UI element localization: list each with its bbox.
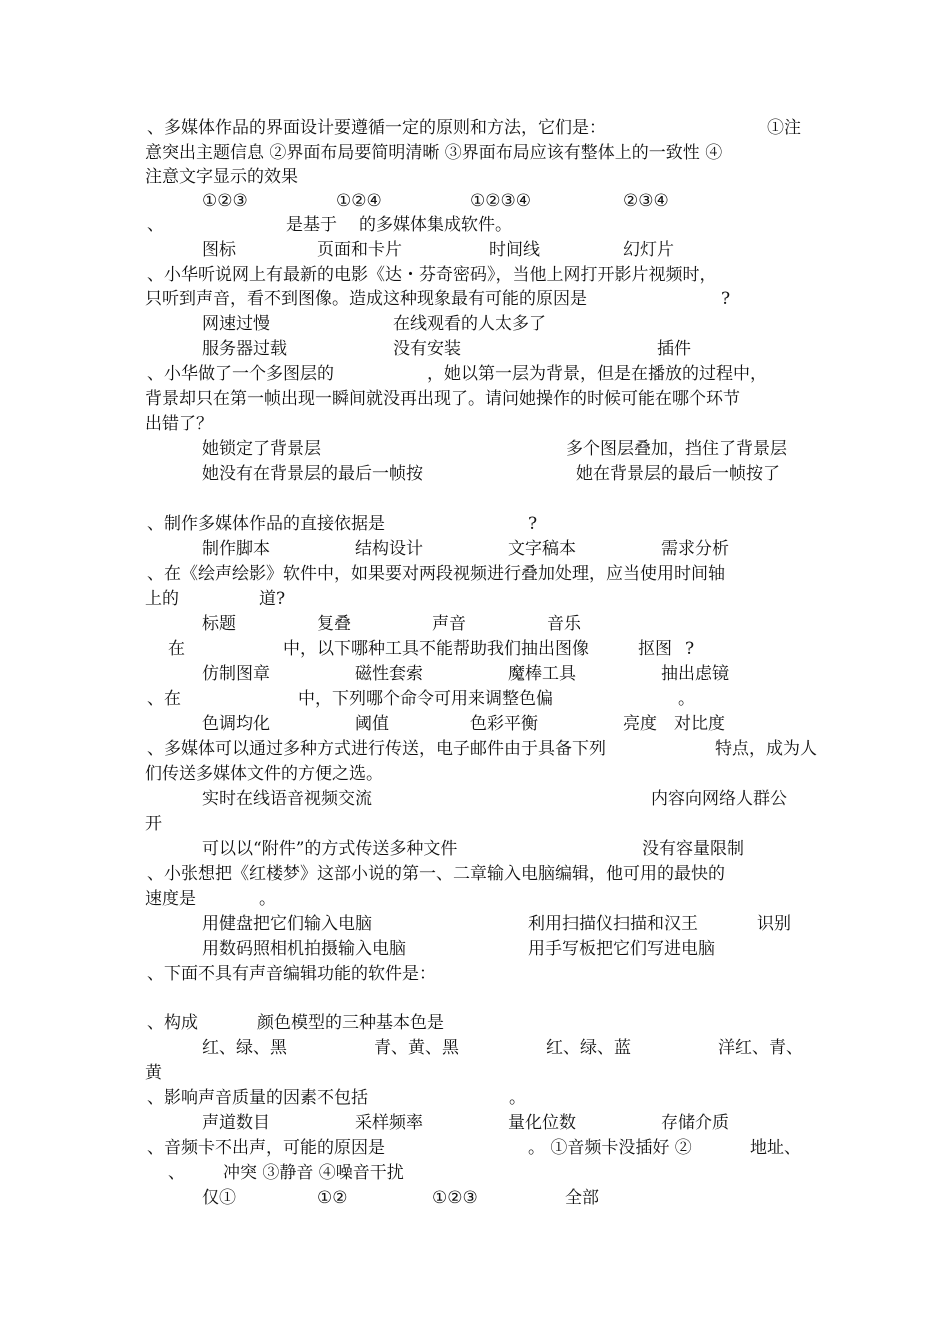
question-6-stem: 、在《绘声绘影》软件中，如果要对两段视频进行叠加处理，应当使用时间轴	[147, 564, 725, 584]
question-8-stem: 、在	[147, 689, 181, 709]
question-8-stem: 。	[678, 689, 695, 709]
option-c[interactable]: ①②③④	[470, 191, 531, 211]
question-2-stem: 、	[147, 215, 164, 235]
option-d[interactable]: 没有容量限制	[642, 839, 744, 859]
option-b[interactable]: 页面和卡片	[317, 240, 402, 260]
option-b[interactable]: ①②④	[336, 191, 382, 211]
option-d[interactable]: 幻灯片	[623, 240, 674, 260]
option-d[interactable]: 没有安装	[393, 339, 461, 359]
question-5-stem: ?	[528, 514, 538, 534]
option-c[interactable]: 时间线	[489, 240, 540, 260]
question-1-stem-cont: 意突出主题信息 ②界面布局要简明清晰 ③界面布局应该有整体上的一致性 ④	[145, 143, 723, 163]
question-14-stem: 、音频卡不出声，可能的原因是	[147, 1138, 385, 1158]
option-a[interactable]: 用健盘把它们输入电脑	[202, 914, 372, 934]
option-d[interactable]: 她在背景层的最后一帧按了	[576, 464, 780, 484]
question-13-stem: 。	[509, 1088, 526, 1108]
option-d-cont: 对比度	[674, 714, 725, 734]
question-7-stem: 在	[168, 639, 185, 659]
question-5-stem: 、制作多媒体作品的直接依据是	[147, 514, 385, 534]
option-c[interactable]: 量化位数	[508, 1113, 576, 1133]
option-b[interactable]: 利用扫描仪扫描和汉王	[528, 914, 698, 934]
option-a[interactable]: 制作脚本	[202, 539, 270, 559]
question-10-stem: 速度是	[145, 889, 196, 909]
option-d[interactable]: 存储介质	[661, 1113, 729, 1133]
question-6-stem: 上的	[145, 589, 179, 609]
question-1-stem: 、多媒体作品的界面设计要遵循一定的原则和方法，它们是：	[147, 118, 606, 138]
option-a[interactable]: 网速过慢	[202, 314, 270, 334]
option-b[interactable]: 结构设计	[355, 539, 423, 559]
option-d[interactable]: 抽出虑镜	[661, 664, 729, 684]
option-a[interactable]: 红、绿、黑	[202, 1038, 287, 1058]
option-a[interactable]: 图标	[202, 240, 236, 260]
option-d[interactable]: 全部	[565, 1188, 599, 1208]
option-c[interactable]: 红、绿、蓝	[546, 1038, 631, 1058]
question-9-stem: 、多媒体可以通过多种方式进行传送，电子邮件由于具备下列	[147, 739, 606, 759]
question-14-stem: 、	[168, 1163, 185, 1183]
option-d[interactable]: 音乐	[547, 614, 581, 634]
question-9-stem: 们传送多媒体文件的方便之选。	[145, 764, 383, 784]
question-11-stem: 、下面不具有声音编辑功能的软件是：	[147, 964, 436, 984]
option-c[interactable]: 她没有在背景层的最后一帧按	[202, 464, 423, 484]
question-14-stem: 冲突 ③静音 ④噪音干扰	[223, 1163, 404, 1183]
option-a[interactable]: ①②③	[202, 191, 248, 211]
question-4-stem: ，她以第一层为背景，但是在播放的过程中，	[427, 364, 767, 384]
option-b-cont: 开	[145, 814, 162, 834]
question-4-stem: 出错了？	[145, 414, 213, 434]
question-10-stem: 、小张想把《红楼梦》这部小说的第一、二章输入电脑编辑，他可用的最快的	[147, 864, 725, 884]
option-d-suffix: 插件	[657, 339, 691, 359]
option-b[interactable]: ①②	[317, 1188, 348, 1208]
question-14-stem: 。 ①音频卡没插好 ②	[528, 1138, 692, 1158]
option-b[interactable]: 内容向网络人群公	[651, 789, 787, 809]
question-3-stem: 只听到声音，看不到图像。造成这种现象最有可能的原因是	[145, 289, 587, 309]
option-c[interactable]: 服务器过载	[202, 339, 287, 359]
option-d[interactable]: ②③④	[623, 191, 669, 211]
option-d-cont: 黄	[145, 1063, 162, 1083]
option-b[interactable]: 采样频率	[355, 1113, 423, 1133]
option-b[interactable]: 阈值	[355, 714, 389, 734]
option-b[interactable]: 在线观看的人太多了	[393, 314, 546, 334]
question-2-stem: 是基于	[286, 215, 337, 235]
option-c[interactable]: 魔棒工具	[508, 664, 576, 684]
option-c[interactable]: 用数码照相机拍摄输入电脑	[202, 939, 406, 959]
question-9-stem: 特点，成为人	[715, 739, 817, 759]
option-d[interactable]: 亮度	[623, 714, 657, 734]
question-1-stem-tail: ①注	[767, 118, 801, 138]
option-a[interactable]: 实时在线语音视频交流	[202, 789, 372, 809]
question-6-stem: 道?	[259, 589, 286, 609]
question-3-stem: ?	[721, 289, 731, 309]
option-c[interactable]: ①②③	[432, 1188, 478, 1208]
option-d[interactable]: 需求分析	[661, 539, 729, 559]
question-1-stem-cont: 注意文字显示的效果	[145, 167, 298, 187]
question-10-stem: 。	[259, 889, 276, 909]
option-a[interactable]: 色调均化	[202, 714, 270, 734]
question-7-stem: ?	[685, 639, 695, 659]
option-b[interactable]: 复叠	[317, 614, 351, 634]
option-d[interactable]: 用手写板把它们写进电脑	[528, 939, 715, 959]
option-b-cont: 识别	[757, 914, 791, 934]
option-c[interactable]: 声音	[432, 614, 466, 634]
option-a[interactable]: 标题	[202, 614, 236, 634]
option-d[interactable]: 洋红、青、	[718, 1038, 803, 1058]
option-b[interactable]: 青、黄、黑	[374, 1038, 459, 1058]
option-a[interactable]: 声道数目	[202, 1113, 270, 1133]
option-b[interactable]: 磁性套索	[355, 664, 423, 684]
question-14-stem: 地址、	[750, 1138, 801, 1158]
option-c[interactable]: 色彩平衡	[470, 714, 538, 734]
question-4-stem: 、小华做了一个多图层的	[147, 364, 334, 384]
option-a[interactable]: 仅①	[202, 1188, 236, 1208]
question-12-stem: 颜色模型的三种基本色是	[257, 1013, 444, 1033]
option-b[interactable]: 多个图层叠加，挡住了背景层	[566, 439, 787, 459]
option-c[interactable]: 可以以“附件”的方式传送多种文件	[202, 839, 458, 859]
question-7-stem: 抠图	[638, 639, 672, 659]
option-a[interactable]: 仿制图章	[202, 664, 270, 684]
question-2-stem: 的多媒体集成软件。	[359, 215, 512, 235]
question-12-stem: 、构成	[147, 1013, 198, 1033]
option-a[interactable]: 她锁定了背景层	[202, 439, 321, 459]
question-13-stem: 、影响声音质量的因素不包括	[147, 1088, 368, 1108]
question-8-stem: 中，下列哪个命令可用来调整色偏	[298, 689, 553, 709]
option-c[interactable]: 文字稿本	[508, 539, 576, 559]
question-4-stem: 背景却只在第一帧出现一瞬间就没再出现了。请问她操作的时候可能在哪个环节	[145, 389, 740, 409]
question-7-stem: 中，以下哪种工具不能帮助我们抽出图像	[283, 639, 589, 659]
question-3-stem: 、小华听说网上有最新的电影《达・芬奇密码》，当他上网打开影片视频时，	[147, 265, 717, 285]
